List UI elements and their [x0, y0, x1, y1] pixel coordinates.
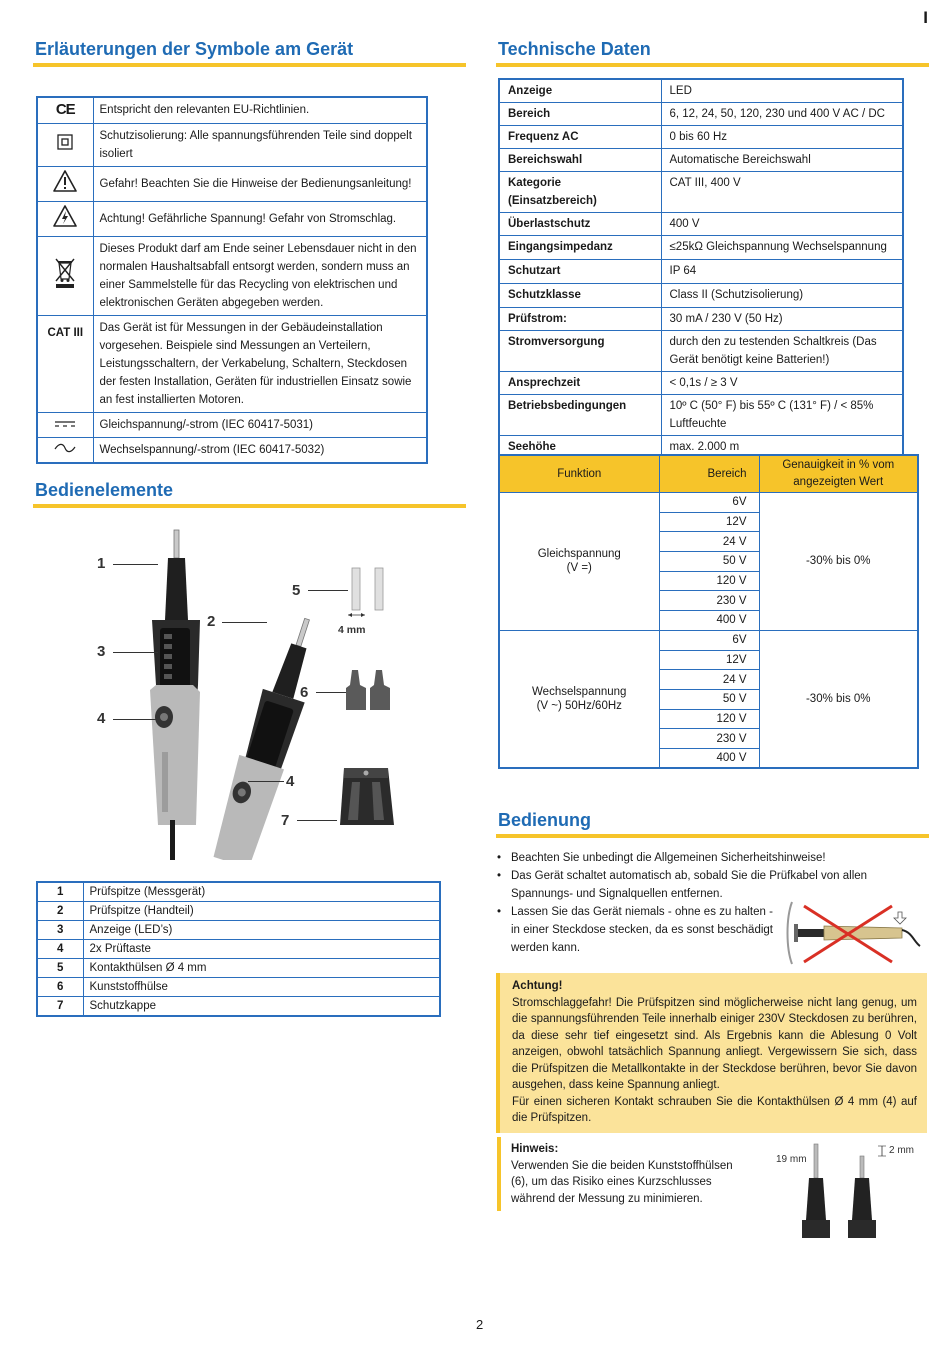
table-row: 24 V: [499, 532, 918, 552]
table-row: Anzeige LED: [499, 79, 903, 103]
voltage-tester-icon: [90, 520, 410, 860]
operation-heading: Bedienung: [498, 810, 591, 830]
callout-7: 7: [281, 812, 290, 829]
table-row: Kategorie (Einsatzbereich) CAT III, 400 V: [499, 172, 903, 213]
symbol-row: [37, 124, 427, 167]
table-row: 12V: [499, 512, 918, 532]
weee-bin-icon: [37, 237, 93, 316]
table-row: Betriebsbedingungen 10º C (50° F) bis 55º C (131° F) / < 85% Luftfeuchte: [499, 395, 903, 436]
table-row: 24 V: [499, 670, 918, 690]
callout-6: 6: [300, 684, 309, 701]
note-text: Verwenden Sie die beiden Kunststoffhülsen (6), um das Risiko eines Kurzschlusses während der Messung zu minimieren.: [511, 1159, 733, 1205]
symbol-row: [37, 167, 427, 202]
symbol-text: Achtung! Gefährliche Spannung! Gefahr von Stromschlag.: [93, 202, 427, 237]
table-row: 12V: [499, 650, 918, 670]
page-marker: I: [923, 8, 928, 27]
ac-icon: [37, 438, 93, 464]
ce-mark-icon: CE: [37, 97, 93, 124]
table-row: Frequenz AC 0 bis 60 Hz: [499, 126, 903, 149]
high-voltage-icon: [37, 202, 93, 237]
socket-illustration: [782, 898, 922, 968]
table-row: Stromversorgung durch den zu testenden Schaltkreis (Das Gerät benötigt keine Batterien!): [499, 331, 903, 372]
do-not-leave-in-socket-icon: [782, 898, 922, 968]
table-row: Bereich 6, 12, 24, 50, 120, 230 und 400 V AC / DC: [499, 103, 903, 126]
accuracy-ac: -30% bis 0%: [759, 630, 918, 768]
table-row: 120 V: [499, 709, 918, 729]
symbols-heading: Erläuterungen der Symbole am Gerät: [35, 39, 354, 59]
table-row: 7 Schutzkappe: [37, 997, 440, 1017]
function-ac: Wechselspannung: [532, 685, 627, 698]
accuracy-table: [498, 454, 919, 769]
symbol-row: [37, 202, 427, 237]
symbol-text: Dieses Produkt darf am Ende seiner Lebensdauer nicht in den normalen Haushaltsabfall entsorgt werden, sondern muss an einer Sammelstelle für das Recycling von elektrischen und elektronischen Geräten abgegeben werden.: [93, 237, 427, 316]
table-row: Eingangsimpedanz ≤25kΩ Gleichspannung Wechselspannung: [499, 236, 903, 260]
heading-rule: [496, 834, 929, 838]
table-row: 1 Prüfspitze (Messgerät): [37, 882, 440, 902]
callout-line: [308, 590, 348, 591]
table-row: 400 V: [499, 611, 918, 631]
warning-triangle-icon: [37, 167, 93, 202]
warning-text-2: Für einen sicheren Kontakt schrauben Sie die Kontakthülsen Ø 4 mm (4) auf die Prüfspitzen.: [512, 1095, 917, 1124]
symbol-text: Gefahr! Beachten Sie die Hinweise der Bedienungsanleitung!: [93, 167, 427, 202]
parts-table: [36, 881, 441, 1017]
table-row: Ansprechzeit < 0,1s / ≥ 3 V: [499, 372, 903, 395]
note-title: Hinweis:: [511, 1143, 559, 1155]
double-insulation-icon: [37, 124, 93, 167]
callout-4b: 4: [286, 773, 295, 790]
warning-box: [496, 973, 927, 1133]
table-row: Überlastschutz 400 V: [499, 213, 903, 236]
callout-line: [297, 820, 337, 821]
symbol-row: [37, 316, 427, 413]
dimension-2mm: 2 mm: [889, 1145, 914, 1156]
table-row: Bereichswahl Automatische Bereichswahl: [499, 149, 903, 172]
accuracy-dc: -30% bis 0%: [759, 493, 918, 631]
list-item: • Beachten Sie unbedingt die Allgemeinen Sicherheitshinweise!: [497, 849, 897, 867]
callout-line: [248, 781, 284, 782]
list-item: • Das Gerät schaltet automatisch ab, sobald Sie die Prüfkabel von allen Spannungs- und Signalquellen entfernen.: [497, 867, 897, 903]
symbol-row: [37, 97, 427, 124]
table-row: 50 V: [499, 689, 918, 709]
accuracy-header: Funktion Bereich Genauigkeit in % vom angezeigten Wert: [499, 455, 918, 493]
callout-5: 5: [292, 582, 301, 599]
heading-rule: [33, 504, 466, 508]
callout-1: 1: [97, 555, 106, 572]
callout-line: [222, 622, 267, 623]
table-row: 230 V: [499, 591, 918, 611]
page-number: 2: [476, 1317, 484, 1332]
heading-rule: [33, 63, 466, 67]
callout-line: [113, 564, 158, 565]
heading-rule: [496, 63, 929, 67]
callout-4: 4: [97, 710, 106, 727]
dimension-19mm: 19 mm: [776, 1154, 807, 1165]
table-row: 2 Prüfspitze (Handteil): [37, 902, 440, 921]
callout-3: 3: [97, 643, 106, 660]
table-row: Wechselspannung (V ~) 50Hz/60Hz 6V -30% bis 0%: [499, 630, 918, 650]
symbols-table: [36, 96, 428, 464]
table-row: 120 V: [499, 571, 918, 591]
symbol-text: Gleichspannung/-strom (IEC 60417-5031): [93, 413, 427, 438]
tech-heading: Technische Daten: [498, 39, 651, 59]
table-row: 400 V: [499, 748, 918, 768]
table-row: 4 2x Prüftaste: [37, 940, 440, 959]
symbol-text: Schutzisolierung: Alle spannungsführenden Teile sind doppelt isoliert: [93, 124, 427, 167]
cat-iii-label: CAT III: [37, 316, 93, 413]
callout-line: [316, 692, 346, 693]
symbol-text: Das Gerät ist für Messungen in der Gebäudeinstallation vorgesehen. Beispiele sind Messungen an Verteilern, Leistungsschaltern, der Verkabelung, Schaltern, Steckdosen der festen Installation, Geräten für industriellen Einsatz sowie an fest installierten Motoren.: [93, 316, 427, 413]
symbol-text: Entspricht den relevanten EU-Richtlinien.: [93, 97, 427, 124]
table-row: Schutzart IP 64: [499, 260, 903, 284]
callout-line: [113, 652, 158, 653]
table-row: Schutzklasse Class II (Schutzisolierung): [499, 284, 903, 308]
tester-illustration: [90, 520, 410, 860]
dc-icon: [37, 413, 93, 438]
table-row: 230 V: [499, 729, 918, 749]
symbol-row: [37, 438, 427, 464]
table-row: 5 Kontakthülsen Ø 4 mm: [37, 959, 440, 978]
table-row: Gleichspannung (V =) 6V -30% bis 0%: [499, 493, 918, 513]
dimension-4mm: 4 mm: [338, 624, 366, 636]
symbol-row: [37, 237, 427, 316]
callout-line: [113, 719, 158, 720]
warning-text: Stromschlaggefahr! Die Prüfspitzen sind möglicherweise nicht lang genug, um die spannungsführenden Teile innerhalb einiger 230V Steckdosen zu berühren, da diese sehr tief eingesetzt sind. Als Ergebnis kann die Ablesung 0 Volt anzeigen, obwohl tatsächlich Spannung anliegt. Vergewissern Sie sich, dass die Prüfspitzen die Metallkontakte in der Steckdose berühren, bevor Sie davon ausgehen, dass keine Spannung anliegt.: [512, 996, 917, 1091]
callout-2: 2: [207, 613, 216, 630]
table-row: Seehöhe max. 2.000 m: [499, 436, 903, 460]
table-row: Prüfstrom: 30 mA / 230 V (50 Hz): [499, 308, 903, 331]
controls-heading: Bedienelemente: [35, 480, 174, 500]
symbol-text: Wechselspannung/-strom (IEC 60417-5032): [93, 438, 427, 464]
symbol-row: [37, 413, 427, 438]
table-row: 6 Kunststoffhülse: [37, 978, 440, 997]
tech-table: [498, 78, 904, 460]
function-dc: Gleichspannung: [537, 548, 621, 561]
function-dc-unit: (V =): [566, 562, 592, 575]
warning-title: Achtung!: [512, 980, 563, 992]
table-row: 3 Anzeige (LED’s): [37, 921, 440, 940]
function-ac-unit: (V ~) 50Hz/60Hz: [536, 699, 622, 712]
note-box: [497, 1137, 762, 1211]
table-row: 50 V: [499, 552, 918, 572]
list-item: • Lassen Sie das Gerät niemals - ohne es zu halten - in einer Steckdose stecken, da es sonst beschädigt werden kann.: [497, 903, 773, 957]
